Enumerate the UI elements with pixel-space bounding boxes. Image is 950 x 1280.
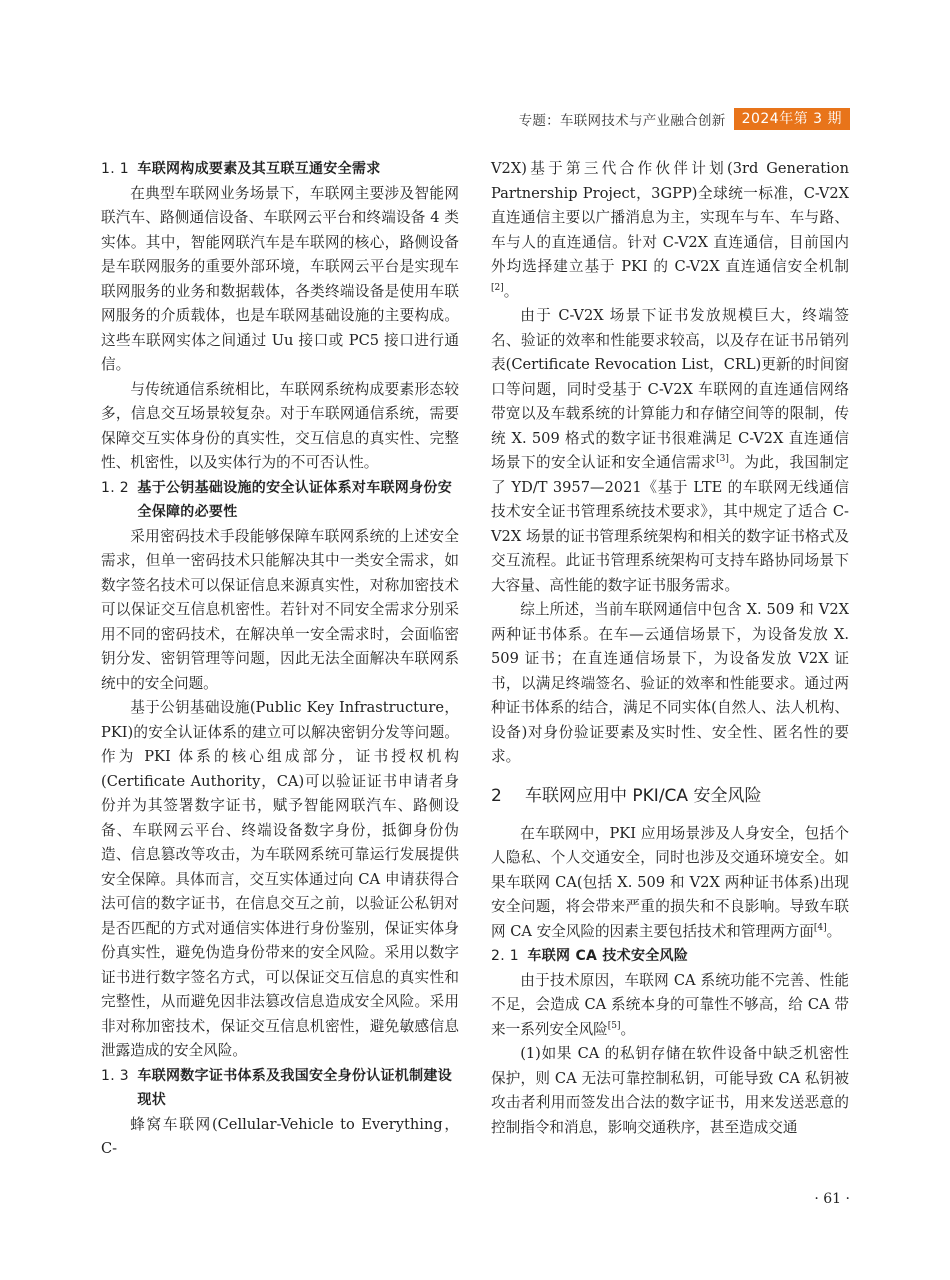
citation-ref: [3]: [716, 454, 729, 465]
section-heading-1-3: [101, 1064, 459, 1113]
section-heading-2-1: [491, 944, 849, 969]
paragraph-text: 。为此，我国制定了 YD/T 3957—2021《基于 LTE 的车联网无线通信技术安全证书管理系统技术要求》，其中规定了适合 C-V2X 场景的证书管理系统架构和相关的数字证书格式及交互流程。此证书管理系统架构可支持车路协同场景下大容量、高性能的数字证书服务需求。: [491, 454, 849, 594]
paragraph: [491, 822, 849, 945]
paragraph: [491, 304, 849, 598]
section-number: 1. 2: [101, 479, 129, 496]
section-number: 2: [491, 785, 502, 806]
left-column: [101, 157, 459, 1162]
paragraph: 采用密码技术手段能够保障车联网系统的上述安全需求，但单一密码技术只能解决其中一类安全需求，如数字签名技术可以保证信息来源真实性，对称加密技术可以保证交互信息机密性。若针对不同安全需求分别采用不同的密码技术，在解决单一安全需求时，会面临密钥分发、密钥管理等问题，因此无法全面解决车联网系统中的安全问题。: [101, 527, 459, 692]
section-title: 车联网构成要素及其互联互通安全需求: [137, 161, 381, 177]
section-number: 2. 1: [491, 948, 519, 964]
paragraph-text: 由于 C-V2X 场景下证书发放规模巨大，终端签名、验证的效率和性能要求较高，以及存在证书吊销列表(Certificate Revocation List，CRL)更新的时间窗口等问题，同时受基于 C-V2X 车联网的直连通信网络带宽以及车载系统的计算能力和存储空间等的限制，传统 X. 509 格式的数字证书很难满足 C-V2X 直连通信场景下的安全认证和安全通信需求: [491, 307, 849, 471]
paragraph-text: 在车联网中，PKI 应用场景涉及人身安全，包括个人隐私、个人交通安全，同时也涉及交通环境安全。如果车联网 CA(包括 X. 509 和 V2X 两种证书体系)出现安全问题，将会带来严重的损失和不良影响。导致车联网 CA 安全风险的因素主要包括技术和管理两方面: [491, 824, 849, 940]
paragraph-text: 。: [826, 922, 842, 940]
citation-ref: [5]: [607, 1020, 621, 1031]
section-title: 基于公钥基础设施的安全认证体系对车联网身份安全保障的必要性: [137, 479, 452, 520]
section-title: 车联网应用中 PKI/CA 安全风险: [525, 785, 762, 806]
page-number: · 61 ·: [814, 1191, 850, 1207]
paragraph: [491, 969, 849, 1043]
paragraph: 与传统通信系统相比，车联网系统构成要素形态较多，信息交互场景较复杂。对于车联网通信系统，需要保障交互实体身份的真实性，交互信息的真实性、完整性、机密性，以及实体行为的不可否认性。: [101, 380, 459, 471]
section-heading-1-1: [101, 157, 459, 182]
section-heading-2: [491, 782, 849, 810]
paragraph: 基于公钥基础设施(Public Key Infrastructure，PKI)的安全认证体系的建立可以解决密钥分发等问题。作为 PKI 体系的核心组成部分，证书授权机构(Certificate Authority，CA)可以验证证书申请者身份并为其签署数字证书，赋予智能网联汽车、路侧设备、车联网云平台、终端设备数字身份，抵御身份伪造、信息篡改等攻击，为车联网系统可靠运行发展提供安全保障。具体而言，交互实体通过向 CA 申请获得合法可信的数字证书，在信息交互之前，以验证公私钥对是否匹配的方式对通信实体进行身份鉴别，保证实体身份真实性，避免伪造身份带来的安全风险。采用以数字证书进行数字签名方式，可以保证交互信息的真实性和完整性，从而避免因非法篡改信息造成安全风险。采用非对称加密技术，保证交互信息机密性，避免敏感信息泄露造成的安全风险。: [101, 699, 459, 1059]
paragraph: 蜂窝车联网(Cellular-Vehicle to Everything，C-: [101, 1115, 459, 1157]
citation-ref: [2]: [491, 282, 504, 293]
paragraph: (1)如果 CA 的私钥存储在软件设备中缺乏机密性保护，则 CA 无法可靠控制私钥，可能导致 CA 私钥被攻击者利用而签发出合法的数字证书，用来发送恶意的控制指令和消息，影响交通秩序，甚至造成交通: [491, 1045, 849, 1136]
paragraph-continued: [491, 157, 849, 304]
running-header: [519, 107, 850, 131]
paragraph: 在典型车联网业务场景下，车联网主要涉及智能网联汽车、路侧通信设备、车联网云平台和终端设备 4 类实体。其中，智能网联汽车是车联网的核心，路侧设备是车联网服务的重要外部环境，车联网云平台是实现车联网服务的业务和数据载体，各类终端设备是使用车联网服务的介质载体，也是车联网基础设施的主要构成。这些车联网实体之间通过 Uu 接口或 PC5 接口进行通信。: [101, 184, 459, 373]
paragraph-text: 。: [620, 1020, 636, 1038]
section-heading-1-2: [101, 476, 459, 525]
citation-ref: [4]: [813, 922, 827, 933]
section-number: 1. 3: [101, 1067, 129, 1084]
paragraph: 综上所述，当前车联网通信中包含 X. 509 和 V2X 两种证书体系。在车—云通信场景下，为设备发放 X. 509 证书；在直连通信场景下，为设备发放 V2X 证书，以满足终端签名、验证的效率和性能要求。通过两种证书体系的结合，满足不同实体(自然人、法人机构、设备)对身份验证要素及实时性、安全性、匿名性的要求。: [491, 601, 849, 765]
section-title: 车联网 CA 技术安全风险: [527, 948, 689, 964]
section-number: 1. 1: [101, 161, 129, 177]
header-topic: 专题：车联网技术与产业融合创新: [518, 113, 726, 129]
paragraph-text: V2X)基于第三代合作伙伴计划(3rd Generation Partnership Project，3GPP)全球统一标准，C-V2X 直连通信主要以广播消息为主，实现车与车、车与路、车与人的直连通信。针对 C-V2X 直连通信，目前国内外均选择建立基于 PKI 的 C-V2X 直连通信安全机制: [491, 160, 849, 275]
right-column: [491, 157, 849, 1140]
section-title: 车联网数字证书体系及我国安全身份认证机制建设现状: [137, 1067, 452, 1108]
paragraph-text: 由于技术原因，车联网 CA 系统功能不完善、性能不足，会造成 CA 系统本身的可靠性不够高，给 CA 带来一系列安全风险: [491, 971, 849, 1038]
paragraph-text: 。: [503, 282, 519, 300]
issue-badge: 2024年第 3 期: [734, 108, 850, 130]
